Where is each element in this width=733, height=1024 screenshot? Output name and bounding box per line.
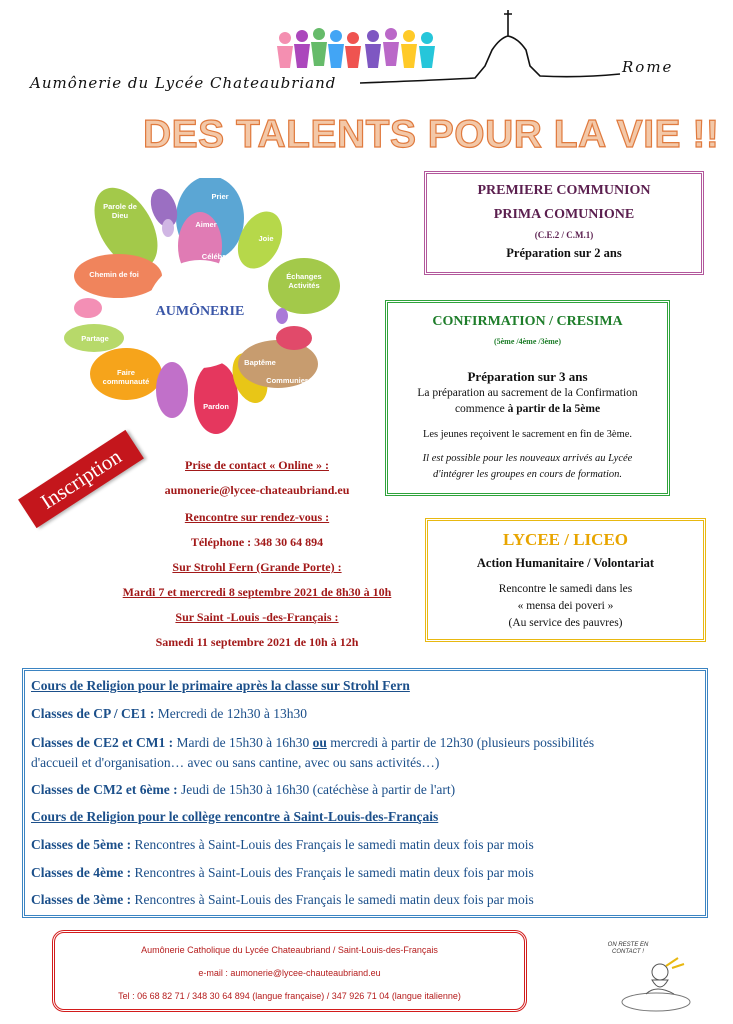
communion-title: PREMIERE COMMUNION	[477, 183, 651, 198]
inscription-badge: Inscription	[18, 430, 144, 528]
communion-classes: (C.E.2 / C.M.1)	[534, 230, 594, 240]
courses-primary-heading: Cours de Religion pour le primaire après la classe sur Strohl Fern	[31, 678, 410, 693]
confirmation-p2: Les jeunes reçoivent le sacrement en fin de 3ème.	[422, 429, 633, 440]
flower-petal-label: Prier	[211, 192, 229, 201]
courses-ce2-text1: Mardi de 15h30 à 16h30	[173, 735, 313, 750]
courses-4e-line	[31, 865, 534, 881]
courses-ce2-label: Classes de CE2 et CM1 :	[31, 735, 174, 750]
page-title: DES TALENTS POUR LA VIE !!	[143, 113, 720, 156]
courses-cp-line	[31, 706, 307, 722]
communion-title-it: PRIMA COMUNIONE	[493, 207, 635, 222]
lycee-line3: (Au service des pauvres)	[508, 617, 623, 629]
courses-5e-line	[31, 837, 534, 853]
flower-petal-label: Chemin de foi	[89, 270, 139, 279]
first-communion-box	[424, 171, 704, 275]
flower-petal-label: Échanges Activités	[286, 272, 322, 290]
courses-5e-text: Rencontres à Saint-Louis des Français le samedi matin deux fois par mois	[131, 837, 534, 852]
courses-cm2-label: Classes de CM2 et 6ème :	[31, 782, 178, 797]
lycee-line1: Rencontre le samedi dans les	[498, 583, 633, 595]
flower-center-label: AUMÔNERIE	[155, 304, 245, 319]
lycee-line2: « mensa dei poveri »	[517, 600, 614, 612]
inscription-sld-label: Sur Saint -Louis -des-Français :	[175, 610, 339, 624]
footer-phone: Tel : 06 68 82 71 / 348 30 64 894 (langue française) / 347 926 71 04 (langue italienne)	[118, 991, 461, 1001]
courses-ce2-text3: d'accueil et d'organisation… avec ou sans cantine, avec ou sans activités…)	[31, 755, 440, 770]
flower-petal-label: Joie	[258, 234, 274, 243]
lycee-box	[425, 518, 706, 642]
inscription-email: aumonerie@lycee-chateaubriand.eu	[164, 483, 350, 497]
communion-duration: Préparation sur 2 ans	[506, 246, 622, 260]
aumonerie-flower	[60, 178, 340, 440]
flower-petal-label: Pardon	[203, 402, 229, 411]
inscription-phone: Téléphone : 348 30 64 894	[190, 535, 324, 549]
inscription-rdv-label: Rencontre sur rendez-vous :	[184, 510, 330, 524]
confirmation-p1a: La préparation au sacrement de la Confirmation	[417, 387, 638, 399]
inscription-online-label: Prise de contact « Online » :	[185, 458, 329, 472]
courses-ce2-text2: mercredi à partir de 12h30 (plusieurs possibilités	[326, 735, 595, 750]
flower-petal-label: Communier	[266, 376, 308, 385]
courses-3e-text: Rencontres à Saint-Louis des Français le samedi matin deux fois par mois	[131, 892, 534, 907]
header-city: Rome	[622, 58, 674, 76]
courses-4e-label: Classes de 4ème :	[31, 865, 132, 880]
flower-petal-label: Célébrer	[201, 252, 233, 261]
flower-petal-label: Faire communauté	[102, 368, 150, 386]
inscription-strohl-label: Sur Strohl Fern (Grande Porte) :	[172, 560, 342, 574]
footer-contact-box	[52, 930, 527, 1012]
flower-petal-label: Baptême	[244, 358, 276, 367]
courses-5e-label: Classes de 5ème :	[31, 837, 132, 852]
courses-4e-text: Rencontres à Saint-Louis des Français le samedi matin deux fois par mois	[131, 865, 534, 880]
confirmation-duration: Préparation sur 3 ans	[467, 369, 588, 384]
confirmation-p1b: commence	[454, 403, 505, 415]
lycee-subtitle: Action Humanitaire / Volontariat	[476, 556, 655, 570]
courses-cm2-text: Jeudi de 15h30 à 16h30 (catéchèse à partir de l'art)	[177, 782, 456, 797]
header-org-name: Aumônerie du Lycée Chateaubriand	[30, 74, 337, 92]
courses-3e-label: Classes de 3ème :	[31, 892, 132, 907]
confirmation-classes: (5ème /4ème /3ème)	[493, 337, 562, 346]
confirmation-p1-line2	[388, 403, 667, 415]
courses-3e-line	[31, 892, 534, 908]
courses-ce2-ou: ou	[312, 735, 327, 750]
confirmation-title: CONFIRMATION / CRESIMA	[432, 314, 623, 329]
lycee-title: LYCEE / LICEO	[502, 530, 629, 549]
confirmation-p3a: Il est possible pour les nouveaux arrivés au Lycée	[422, 453, 633, 464]
footer-org: Aumônerie Catholique du Lycée Chateaubriand / Saint-Louis-des-Français	[141, 945, 438, 955]
flower-petal-label: Partage	[81, 334, 109, 343]
confirmation-p3b: d'intégrer les groupes en cours de formation.	[433, 469, 622, 480]
angel-on-cloud-icon	[616, 954, 696, 1012]
confirmation-box	[385, 300, 670, 496]
courses-cp-text: Mercredi de 12h30 à 13h30	[154, 706, 307, 721]
rome-dome-skyline-icon	[360, 10, 620, 83]
courses-cm2-line	[31, 782, 455, 798]
inscription-info	[100, 455, 414, 655]
people-figures-icon	[277, 28, 435, 68]
religion-courses-box	[22, 668, 708, 918]
inscription-strohl-dates: Mardi 7 et mercredi 8 septembre 2021 de 8h30 à 10h	[122, 585, 392, 599]
courses-college-heading: Cours de Religion pour le collège rencontre à Saint-Louis-des-Français	[31, 809, 439, 824]
flower-petal-label: Parole de Dieu	[103, 202, 137, 220]
mascot-caption: ON RESTE EN CONTACT !	[607, 942, 649, 955]
flower-petal-label: Aimer	[195, 220, 217, 229]
confirmation-p1c: à partir de la 5ème	[507, 403, 601, 415]
inscription-sld-date: Samedi 11 septembre 2021 de 10h à 12h	[155, 635, 359, 649]
courses-ce2-line	[31, 735, 594, 751]
mascot-illustration	[600, 942, 696, 1012]
footer-email: e-mail : aumonerie@lycee-chauteaubriand.eu	[198, 968, 381, 978]
courses-cp-label: Classes de CP / CE1 :	[31, 706, 155, 721]
